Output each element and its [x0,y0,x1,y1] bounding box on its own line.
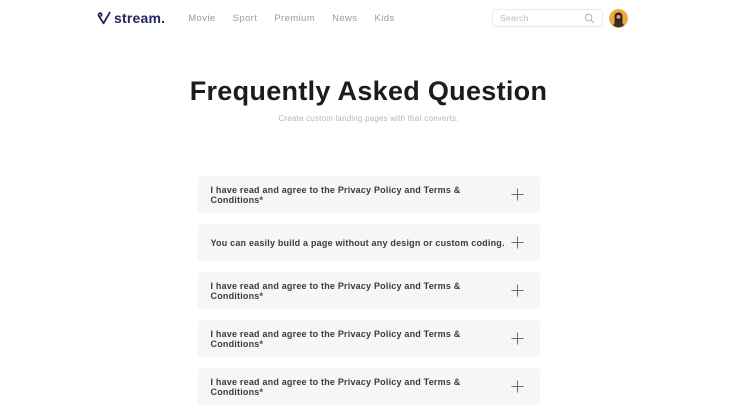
plus-icon[interactable] [511,284,524,297]
nav-item-news[interactable]: News [332,12,358,24]
nav-item-sport[interactable]: Sport [232,12,258,24]
search-icon[interactable] [584,13,595,24]
faq-question: I have read and agree to the Privacy Policy and Terms & Conditions* [210,184,461,205]
page-title: Frequently Asked Question [189,76,548,106]
page-subtitle: Create custom landing pages with that converts. [278,114,459,124]
faq-item[interactable] [198,320,540,357]
nav-item-kids[interactable]: Kids [374,12,395,24]
nav-item-premium[interactable]: Premium [274,12,316,24]
nav-item-movie[interactable]: Movie [188,12,216,24]
faq-question: I have read and agree to the Privacy Policy and Terms & Conditions* [210,280,461,301]
faq-question: I have read and agree to the Privacy Policy and Terms & Conditions* [210,328,461,349]
logo[interactable] [97,10,165,26]
plus-icon[interactable] [511,188,524,201]
faq-question: You can easily build a page without any design or custom coding. [210,237,505,248]
logo-text: stream. [114,10,166,26]
faq-item[interactable] [198,224,540,261]
header-right [492,9,628,28]
faq-item[interactable] [198,272,540,309]
plus-icon[interactable] [511,380,524,393]
faq-section [0,76,737,405]
header [0,0,737,36]
main-nav [188,13,394,24]
plus-icon[interactable] [511,236,524,249]
faq-question: I have read and agree to the Privacy Policy and Terms & Conditions* [210,376,461,397]
search-box[interactable] [492,9,603,27]
faq-item[interactable] [198,368,540,405]
user-avatar[interactable] [609,9,628,28]
plus-icon[interactable] [511,332,524,345]
logo-v-icon [97,11,112,25]
faq-list [198,176,540,405]
search-input[interactable] [500,13,584,23]
faq-item[interactable] [198,176,540,213]
